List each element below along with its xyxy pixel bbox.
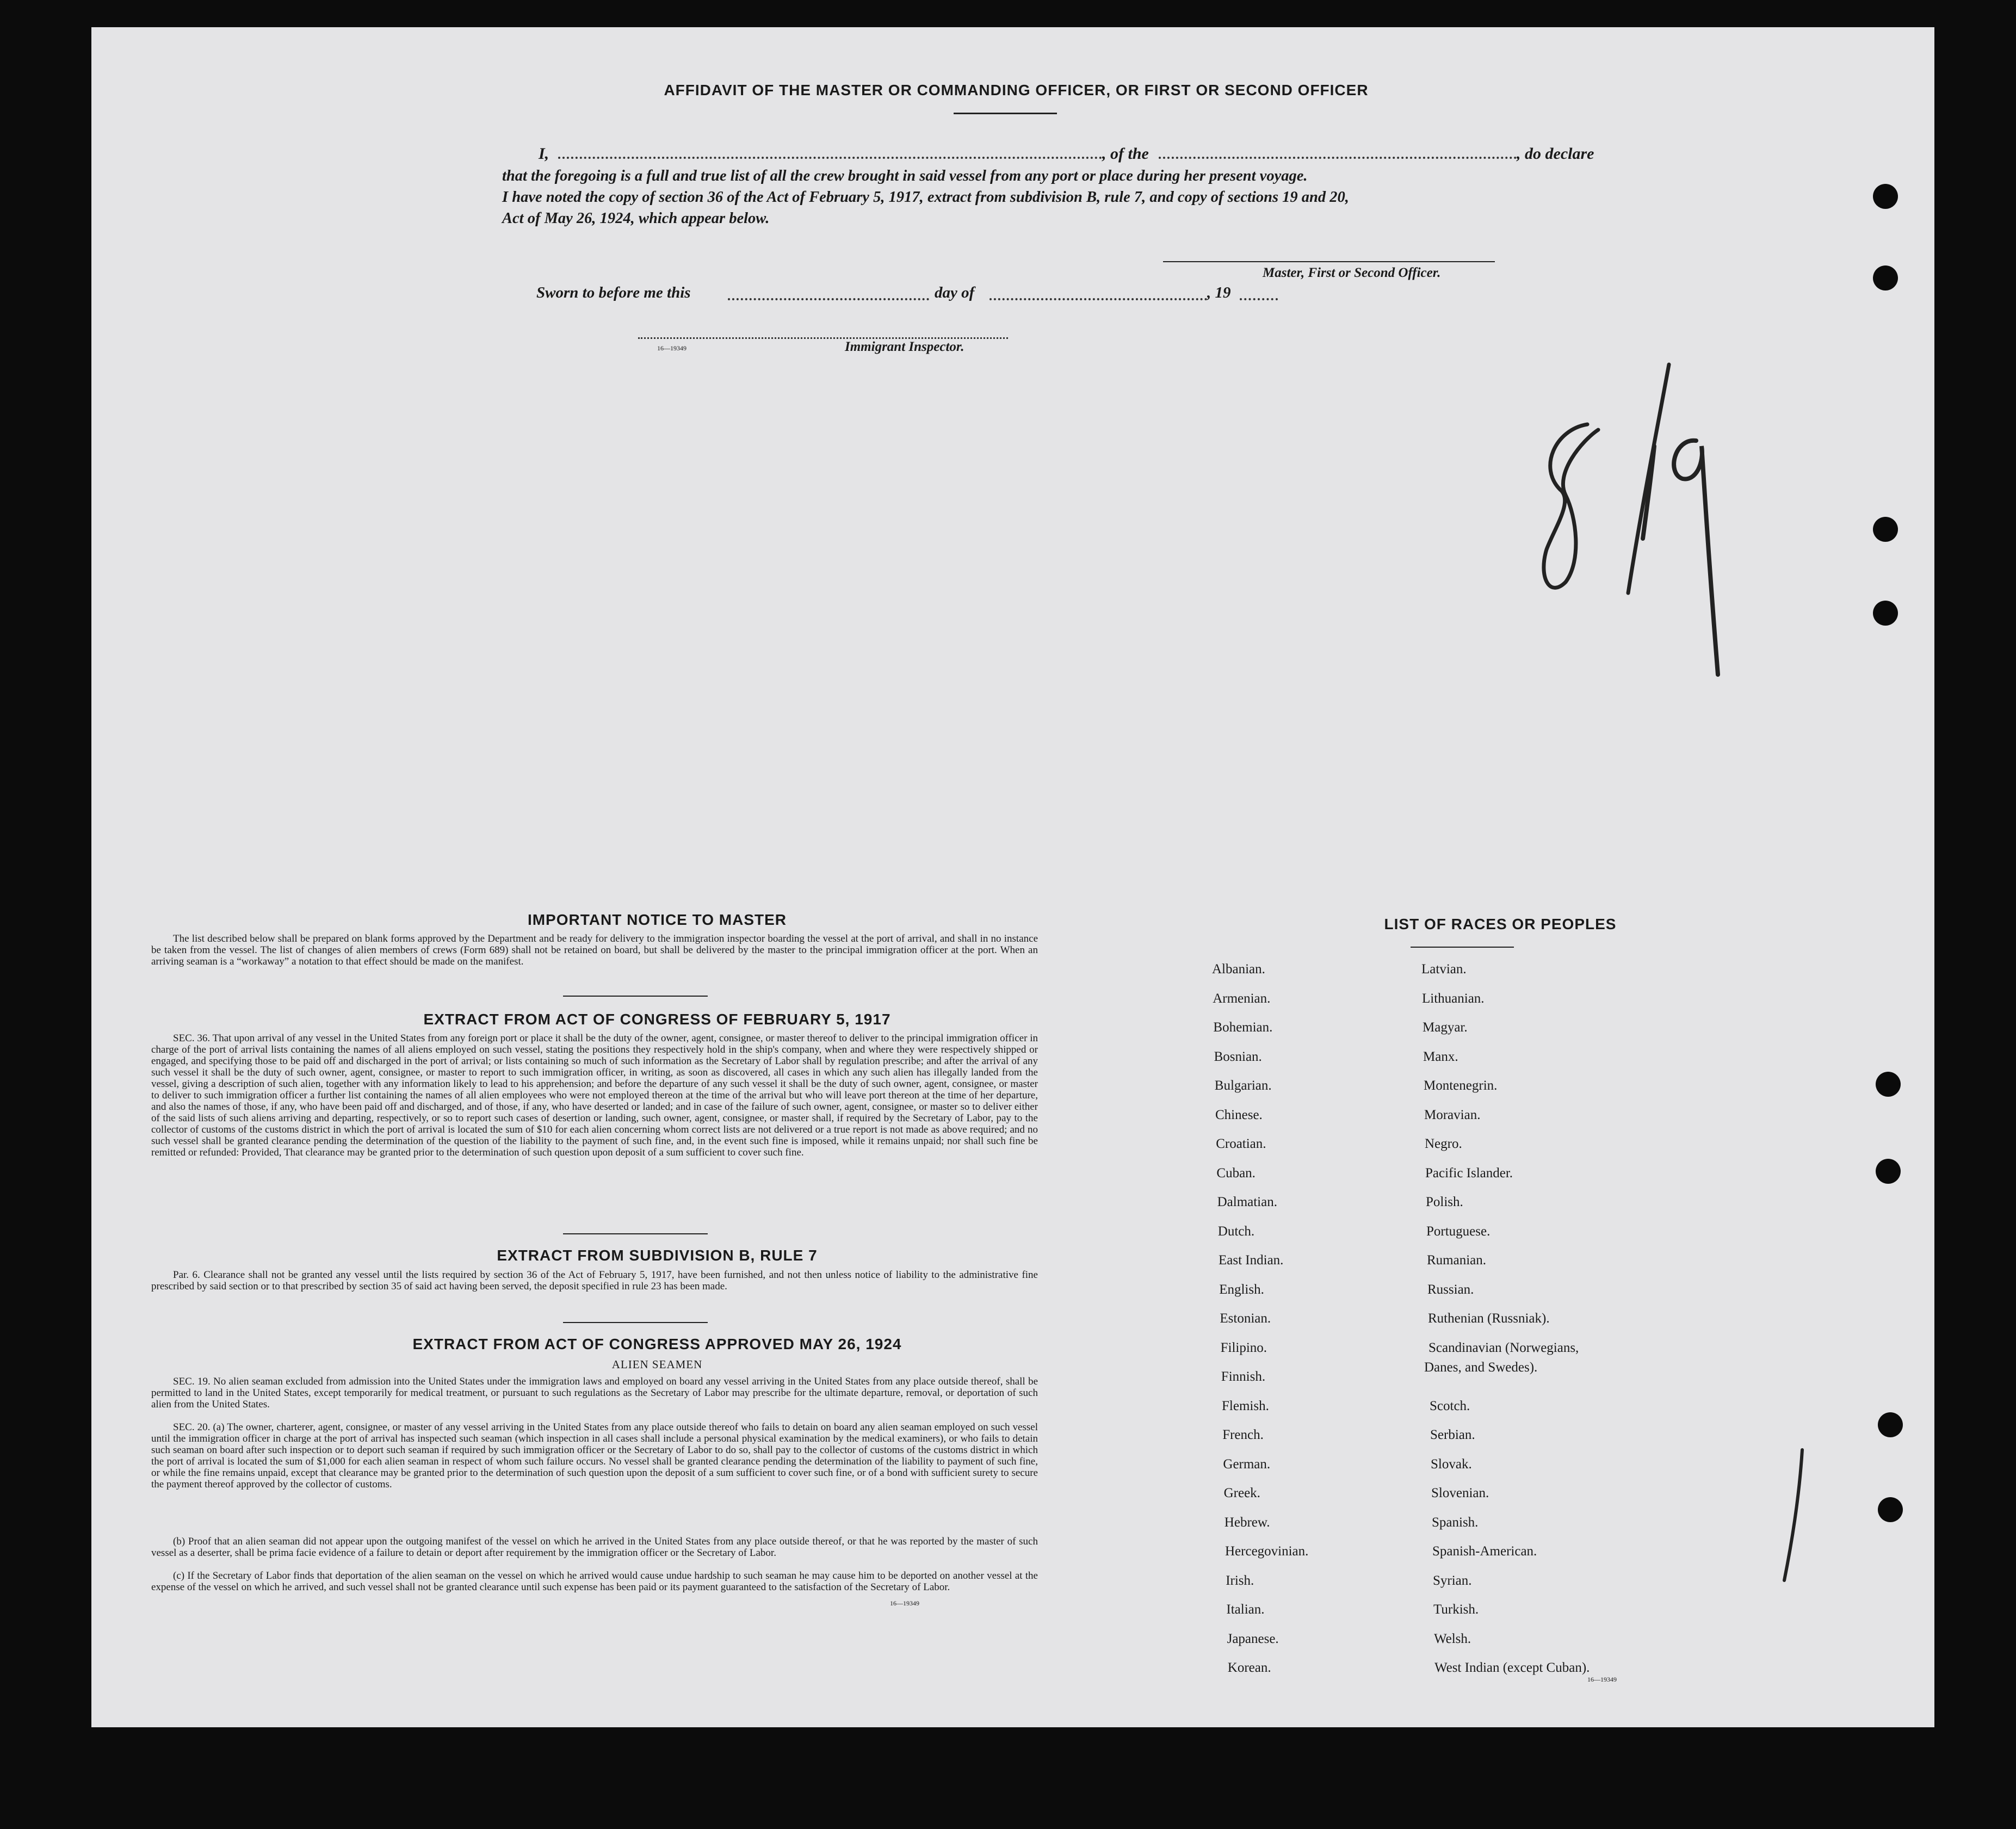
race-item: Albanian. xyxy=(1212,962,1265,977)
race-item: Armenian. xyxy=(1213,991,1271,1006)
affidavit-i-label: I, xyxy=(539,145,549,163)
race-item: Korean. xyxy=(1227,1660,1271,1675)
vessel-name-line xyxy=(1159,157,1517,159)
race-item: Spanish. xyxy=(1432,1515,1479,1530)
affidavit-body-line3: Act of May 26, 1924, which appear below. xyxy=(502,210,770,227)
sworn-day-line xyxy=(728,298,929,300)
sworn-month-line xyxy=(990,298,1207,300)
race-item: Croatian. xyxy=(1216,1136,1266,1151)
punch-hole xyxy=(1876,1072,1901,1097)
race-item: Italian. xyxy=(1226,1602,1265,1617)
race-item: Russian. xyxy=(1427,1282,1474,1297)
rule7-rule xyxy=(563,1322,708,1323)
race-item: Hercegovinian. xyxy=(1225,1544,1309,1559)
race-item: Hebrew. xyxy=(1224,1515,1270,1530)
extract-1924-form-number: 16—19349 xyxy=(890,1599,919,1607)
extract-1924-sec20a: SEC. 20. (a) The owner, charterer, agent, consignee, or master of any vessel arriving in the United States from any place outside thereof who fails to detain on board any alien seaman employed on such vessel until the immigration officer in charge at the port of arrival has inspected such seaman (which inspection in all cases shall include a personal physical examination by the medical examiners), or who fails to detain such seaman on board after such inspection or to deport such seaman if required by such immigration officer or the Secretary of Labor to do so, shall pay to the collector of customs of the customs district in which the port of arrival is located the sum of $1,000 for each alien seaman in respect of whom such failure occurs. No vessel shall be granted clearance pending the determination of the liability to payment of such fine, or while the fine remains unpaid, except that clearance may be granted prior to the determination of such question upon the deposit of a sum sufficient to cover such fine, or of a bond with sufficient surety to secure the payment thereof approved by the collector of customs. xyxy=(151,1422,1038,1490)
extract-1924-sec20c: (c) If the Secretary of Labor finds that deportation of the alien seaman on the vessel on which he arrived would cause undue hardship to such seaman he may cause him to be deported on another vessel at the expense of the vessel on which he arrived, and such vessel shall not be granted clearance until such expense has been paid or its payment guaranteed to the satisfaction of the Secretary of Labor. xyxy=(151,1570,1038,1593)
race-item: Irish. xyxy=(1226,1573,1254,1588)
race-item: German. xyxy=(1223,1456,1271,1472)
race-item: West Indian (except Cuban). xyxy=(1434,1660,1590,1675)
race-item: Bosnian. xyxy=(1214,1049,1262,1064)
race-scandinavian-continued: Danes, and Swedes). xyxy=(1424,1360,1538,1375)
race-item: English. xyxy=(1219,1282,1264,1297)
race-item: Flemish. xyxy=(1222,1398,1269,1413)
inspector-signature-line xyxy=(638,337,1008,339)
race-item: Negro. xyxy=(1425,1136,1462,1151)
extract-1917-rule xyxy=(563,1233,708,1234)
race-item: Ruthenian (Russniak). xyxy=(1428,1311,1550,1326)
extract-1917-title: EXTRACT FROM ACT OF CONGRESS OF FEBRUARY 5, 1917 xyxy=(423,1011,891,1028)
extract-1924-subtitle: ALIEN SEAMEN xyxy=(611,1358,703,1371)
handwritten-mark xyxy=(1778,1444,1810,1586)
race-item: Scotch. xyxy=(1430,1398,1470,1413)
affidavit-body-line1: that the foregoing is a full and true list of all the crew brought in said vessel from any port or place during her present voyage. xyxy=(502,168,1308,184)
extract-1917-text: SEC. 36. That upon arrival of any vessel in the United States from any foreign port or place it shall be the duty of the owner, agent, consignee, or master thereof to deliver to the principal immigration officer in charge of the port of arrival lists containing the names of all aliens employed on such vessel, stating the positions they respectively hold in the ship's company, when and where they were respectively shipped or engaged, and specifying those to be paid off and discharged in the port of arrival; or lists containing so much of such information as the Secretary of Labor shall by regulation prescribe; and after the arrival of any such vessel it shall be the duty of such owner, agent, consignee, or master to report to such immigration officer, in writing, as soon as discovered, all cases in which any such alien has illegally landed from the vessel, giving a description of such alien, together with any information likely to lead to his apprehension; and before the departure of any such vessel it shall be the duty of such owner, agent, consignee, or master to deliver to such immigration officer a further list containing the names of all alien employees who were not employed thereon at the time of the arrival but who will leave port thereon at the time of her departure, and also the names of those, if any, who have been paid off and discharged, and of those, if any, who have deserted or landed; and in case of the failure of such owner, agent, consignee, or master so to deliver either of the said lists of such aliens arriving and departing, respectively, or so to report such cases of desertion or landing, such owner, agent, consignee, or master shall, if required by the Secretary of Labor, pay to the collector of customs of the customs district in which the port of arrival is located the sum of $10 for each alien concerning whom correct lists are not delivered or a true report is not made as above required; and no such vessel shall be granted clearance pending the determination of the question of the liability to the payment of such fine, and, in the event such fine is imposed, while it remains unpaid; nor shall such fine be remitted or refunded: Provided, That clearance may be granted prior to the determination of such question upon deposit of a sum sufficient to cover such fine. xyxy=(151,1033,1038,1158)
rule7-title: EXTRACT FROM SUBDIVISION B, RULE 7 xyxy=(497,1247,818,1264)
race-item: Welsh. xyxy=(1434,1631,1471,1646)
punch-hole xyxy=(1873,517,1898,542)
races-form-number: 16—19349 xyxy=(1587,1676,1617,1683)
race-item: Manx. xyxy=(1423,1049,1458,1064)
race-item: Rumanian. xyxy=(1427,1253,1487,1268)
extract-1924-sec19: SEC. 19. No alien seaman excluded from admission into the United States under the immigration laws and employed on board any vessel arriving in the United States from any place outside thereof, shall be permitted to land in the United States, except temporarily for medical treatment, or pursuant to such regulations as the Secretary of Labor may prescribe for the ultimate departure, removal, or deportation of such alien from the United States. xyxy=(151,1376,1038,1410)
sworn-label: Sworn to before me this xyxy=(536,284,691,301)
race-item: Polish. xyxy=(1426,1195,1463,1209)
race-item: Magyar. xyxy=(1423,1020,1468,1035)
race-item: Dutch. xyxy=(1217,1224,1255,1239)
race-item: Lithuanian. xyxy=(1422,991,1485,1006)
extract-1924-sec20b: (b) Proof that an alien seaman did not appear upon the outgoing manifest of the vessel on which he arrived in the United States from any place outside thereof, or that he was reported by the master of such vessel as a deserter, shall be prima facie evidence of a failure to detain or deport after requirement by the immigration officer or the Secretary of Labor. xyxy=(151,1536,1038,1559)
inspector-form-number: 16—19349 xyxy=(657,344,687,352)
race-item: Montenegrin. xyxy=(1424,1078,1498,1093)
year-label: , 19 xyxy=(1207,284,1231,301)
punch-hole xyxy=(1873,265,1898,291)
race-item: Scandinavian (Norwegians, xyxy=(1428,1340,1579,1355)
race-item: Portuguese. xyxy=(1426,1224,1491,1239)
race-item: Bulgarian. xyxy=(1214,1078,1272,1093)
rule7-text: Par. 6. Clearance shall not be granted any vessel until the lists required by section 36 of the Act of February 5, 1917, have been furnished, and not then unless notice of liability to the administrative fine prescribed by said section or to that prescribed by section 35 of said act having been served, the deposit specified in rule 23 has been made. xyxy=(151,1269,1038,1292)
affidavit-title: AFFIDAVIT OF THE MASTER OR COMMANDING OFFICER, OR FIRST OR SECOND OFFICER xyxy=(664,82,1369,98)
race-item: Japanese. xyxy=(1227,1631,1279,1646)
race-item: Filipino. xyxy=(1220,1340,1267,1355)
affidavit-do-declare-label: , do declare xyxy=(1517,145,1594,163)
extract-1924-title: EXTRACT FROM ACT OF CONGRESS APPROVED MAY 26, 1924 xyxy=(412,1336,902,1352)
master-signature-line xyxy=(1163,261,1495,262)
race-item: East Indian. xyxy=(1219,1253,1284,1268)
race-item: Chinese. xyxy=(1215,1107,1263,1122)
races-title-rule xyxy=(1411,947,1514,948)
punch-hole xyxy=(1876,1159,1901,1184)
races-title: LIST OF RACES OR PEOPLES xyxy=(1384,916,1617,932)
handwritten-number xyxy=(1522,343,1729,691)
race-item: Moravian. xyxy=(1424,1107,1481,1122)
race-item: Pacific Islander. xyxy=(1425,1165,1513,1181)
race-item: Spanish-American. xyxy=(1432,1544,1537,1559)
affidavit-of-the-label: , of the xyxy=(1102,145,1149,163)
race-item: Turkish. xyxy=(1433,1602,1479,1617)
master-name-line xyxy=(558,157,1102,159)
document-page xyxy=(91,27,1934,1727)
punch-hole xyxy=(1878,1497,1903,1522)
race-item: Cuban. xyxy=(1216,1165,1256,1181)
race-item: French. xyxy=(1222,1428,1264,1442)
punch-hole xyxy=(1873,601,1898,626)
sworn-year-line xyxy=(1240,298,1278,300)
inspector-label: Immigrant Inspector. xyxy=(845,339,964,354)
race-item: Slovenian. xyxy=(1431,1486,1489,1500)
race-item: Serbian. xyxy=(1430,1428,1475,1442)
day-of-label: day of xyxy=(935,284,975,301)
race-item: Syrian. xyxy=(1433,1573,1472,1588)
race-item: Bohemian. xyxy=(1213,1020,1273,1035)
affidavit-title-rule xyxy=(954,113,1057,114)
notice-text: The list described below shall be prepared on blank forms approved by the Department and be ready for delivery to the immigration inspector boarding the vessel at the port of arrival, and shall in no instance be taken from the vessel. The list of changes of alien members of crews (Form 689) shall not be retained on board, but shall be delivered by the master to the principal immigration officer at the port. When an arriving seaman is a “workaway” a notation to that effect should be made on the manifest. xyxy=(151,933,1038,967)
affidavit-body-line2: I have noted the copy of section 36 of the Act of February 5, 1917, extract from subdivision B, rule 7, and copy of sections 19 and 20, xyxy=(502,189,1349,206)
race-item: Greek. xyxy=(1223,1486,1260,1500)
race-item: Latvian. xyxy=(1421,962,1467,977)
punch-hole xyxy=(1878,1412,1903,1437)
race-item: Slovak. xyxy=(1431,1456,1472,1472)
notice-rule xyxy=(563,996,708,997)
master-signature-label: Master, First or Second Officer. xyxy=(1263,265,1441,280)
race-item: Finnish. xyxy=(1221,1369,1266,1384)
race-item: Estonian. xyxy=(1220,1311,1271,1326)
notice-title: IMPORTANT NOTICE TO MASTER xyxy=(527,911,787,928)
punch-hole xyxy=(1873,184,1898,209)
race-item: Dalmatian. xyxy=(1217,1195,1277,1209)
